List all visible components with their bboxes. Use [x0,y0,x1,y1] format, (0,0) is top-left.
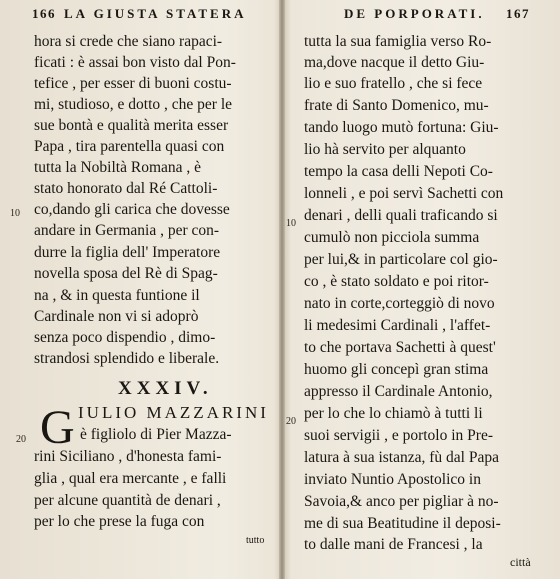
text-line: latura à sua istanza, fù dal Papa [304,449,499,466]
text-line: ficati : è assai bon visto dal Pon- [34,54,236,71]
text-line: tempo la casa delli Nepoti Co- [304,163,493,180]
text-line: suoi servigii , e portolo in Pre- [304,427,493,444]
text-line: nato in corte,corteggiò di novo [304,295,495,312]
text-line: Savoia,& anco per pigliar à no- [304,493,499,510]
text-line: per lo che prese la fuga con [34,513,205,530]
text-line: è figliolo di Pier Mazza- [80,426,232,443]
right-running-title: DE PORPORATI. [344,6,485,21]
chapter-name-caps: IULIO MAZZARINI [78,403,269,422]
text-line: lio hà servito per alquanto [304,141,466,158]
left-page-number: 166 [32,6,56,21]
text-line: per lui,& in particolare col gio- [304,251,498,268]
text-line: li medesimi Cardinali , l'affet- [304,317,491,334]
text-line: frate di Santo Domenico, mu- [304,97,489,114]
left-catchword: tutto [246,535,265,546]
text-line: hora si crede che siano rapaci- [34,33,223,50]
text-line: per lo che lo chiamò à tutti li [304,405,483,422]
text-line: na , & in questa funtione il [34,287,200,304]
text-line: per alcune quantità de denari , [34,492,221,509]
text-line: co,dando gli carica che dovesse [34,201,230,218]
right-catchword: città [510,555,531,569]
text-line: glia , qual era mercante , e falli [34,470,227,487]
text-line: senza poco dispendio , dimo- [34,329,216,346]
text-line: Papa , tira parentella quasi con [34,138,225,155]
text-line: co , è stato soldato e poi ritor- [304,273,489,290]
text-line: durre la figlia dell' Imperatore [34,244,221,261]
text-line: denari , delli quali traficando si [304,207,498,224]
text-line: rini Siciliano , d'honesta fami- [34,448,222,465]
left-running-title: LA GIUSTA STATERA [64,6,247,21]
text-line: tutta la sua famiglia verso Ro- [304,33,492,50]
right-page-number: 167 [506,6,530,21]
left-margin-line-number: 10 [10,208,20,219]
text-line: cumulò non picciola summa [304,229,480,246]
text-line: novella sposa del Rè di Spag- [34,265,218,282]
chapter-heading: XXXIV. [118,378,213,399]
text-line: tando luogo mutò fortuna: Giu- [304,119,499,136]
text-line: sue bontà e qualità merita esser [34,117,229,134]
text-line: mi, studioso, e dotto , che per le [34,96,233,113]
text-line: tefice , per esser di buoni costu- [34,75,232,92]
text-line: strandosi splendido e liberale. [34,350,220,367]
text-line: to che portava Sachetti à quest' [304,339,496,356]
right-page [284,0,560,579]
text-line: stato honorato dal Ré Cattoli- [34,180,218,197]
text-line: inviato Nuntio Apostolico in [304,471,481,488]
text-line: lonneli , e poi servì Sachetti con [304,185,504,202]
text-line: tutta la Nobiltà Romana , è [34,159,202,176]
right-margin-line-number: 10 [286,218,296,229]
right-margin-line-number: 20 [286,416,296,427]
text-line: appresso il Cardinale Antonio, [304,383,493,400]
text-line: me di sua Beatitudine il deposi- [304,515,501,532]
text-line: lio e suo fratello , che si fece [304,75,483,92]
text-line: andare in Germania , per con- [34,222,220,239]
left-margin-line-number: 20 [16,434,26,445]
text-line: huomo gli concepì gran stima [304,361,489,378]
drop-cap: G [40,401,75,454]
text-line: ma,dove nacque il detto Giu- [304,54,485,71]
text-line: to dalle mani de Francesi , la [304,536,483,553]
text-line: Cardinale non vi si adoprò [34,308,199,325]
